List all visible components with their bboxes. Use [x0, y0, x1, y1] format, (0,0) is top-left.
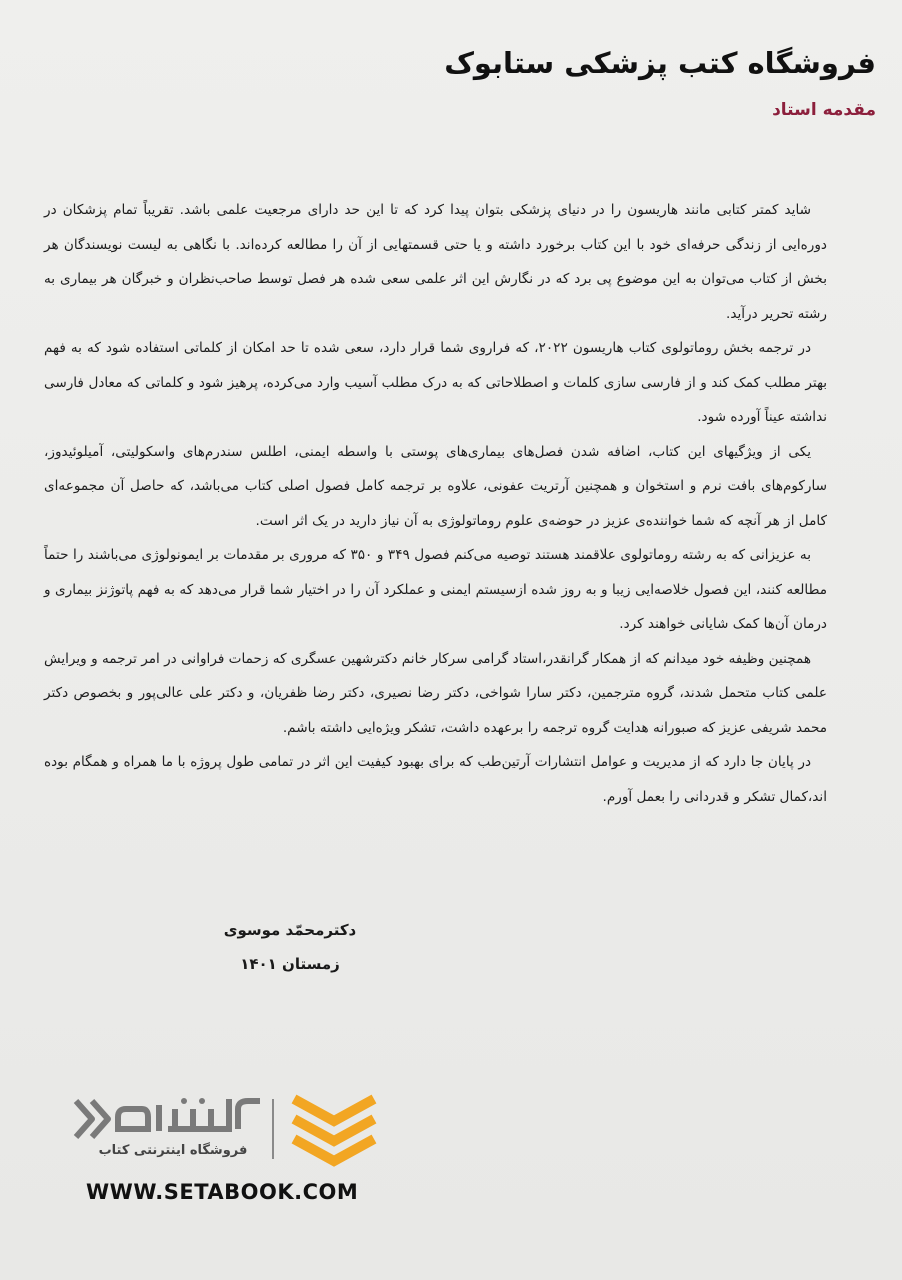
- paragraph-6: در پایان جا دارد که از مدیریت و عوامل انتشارات آرتین‌طب که برای بهبود کیفیت این اثر در تمامی طول پروژه با ما همراه و همگام بوده اند،کمال تشکر و قدردانی را بعمل آورم.: [44, 754, 827, 805]
- signature-name: دکترمحمّد موسوی: [223, 921, 357, 939]
- logo-divider: [272, 1099, 274, 1159]
- setabook-chevron-logo-icon: [288, 1093, 380, 1177]
- website-url[interactable]: WWW.SETABOOK.COM: [86, 1180, 359, 1204]
- logo-wordmark: [72, 1095, 268, 1147]
- signature-date: زمستان ۱۴۰۱: [240, 955, 340, 973]
- paragraph-3: یکی از ویژگیهای این کتاب، اضافه شدن فصل‌های بیماری‌های پوستی با واسطه ایمنی، اطلس سندرم‌های واسکولیتی، آمیلوئیدوز، سارکوم‌های بافت نرم و استخوان و همچنین آرتریت عفونی، علاوه بر ترجمه کامل فصول اصلی کتاب می‌باشد، که حاصل آن مجموعه‌ای کامل از هر آنچه که شما خواننده‌ی عزیز در حوضه‌ی علوم روماتولوژی به آن نیاز دارید در یک اثر است.: [44, 443, 827, 529]
- paragraph-1: شاید کمتر کتابی مانند هاریسون را در دنیای پزشکی بتوان پیدا کرد که تا این حد دارای مرجعیت علمی باشد. تقریباً تمام پزشکان در دوره‌ایی از زندگی حرفه‌ای خود با این کتاب برخورد داشته و یا حتی قسمتهایی از آن را مطالعه کرده‌اند. با نگاهی به لیست نویسندگان هر بخش از کتاب می‌توان به این موضوع پی برد که در نگارش این اثر علمی سعی شده هر فصل توسط صاحب‌نظران و خبرگان هر بیماری به رشته تحریر درآید.: [44, 202, 827, 322]
- logo-tagline: فروشگاه اینترنتی کتاب: [98, 1143, 248, 1158]
- paragraph-5: همچنین وظیفه خود میدانم که از همکار گرانقدر،استاد گرامی سرکار خانم دکترشهین عسگری که زحمات فراوانی در امر ترجمه و ویرایش علمی کتاب متحمل شدند، گروه مترجمین، دکتر سارا شواخی، دکتر رضا نصیری، دکتر رضا ظفریان، و دکتر علی عالی‌پور و بخصوص دکتر محمد شریفی عزیز که صبورانه هدایت گروه ترجمه را برعهده داشت، تشکر ویژه‌ایی داشته باشم.: [44, 650, 827, 736]
- store-title: فروشگاه کتب پزشکی ستابوک: [444, 46, 876, 80]
- signature-block: [200, 913, 380, 981]
- paragraph-4: به عزیزانی که به رشته روماتولوی علاقمند هستند توصیه می‌کنم فصول ۳۴۹ و ۳۵۰ که مروری بر مقدمات بر ایمونولوژی می‌باشند را حتماً مطالعه کنند، این فصول خلاصه‌ایی زیبا و به روز شده ازسیستم ایمنی و عملکرد آن را در اختیار شما قرار می‌دهد که به فهم پاتوژنز بیماری و درمان آن‌ها کمک شایانی خواهند کرد.: [44, 547, 827, 632]
- double-chevron-icon: [72, 1095, 268, 1143]
- section-title: مقدمه استاد: [772, 100, 876, 120]
- paragraph-2: در ترجمه بخش روماتولوی کتاب هاریسون ۲۰۲۲، که فراروی شما قرار دارد، سعی شده تا حد امکان از کلماتی استفاده شود که به فهم بهتر مطلب کمک کند و از فارسی سازی کلمات و اصطلاحاتی که به درک مطلب آسیب وارد می‌کرده، پرهیز شود و کلماتی که معادل فارسی نداشته عیناً آورده شود.: [44, 340, 827, 425]
- preface-body: [44, 193, 827, 814]
